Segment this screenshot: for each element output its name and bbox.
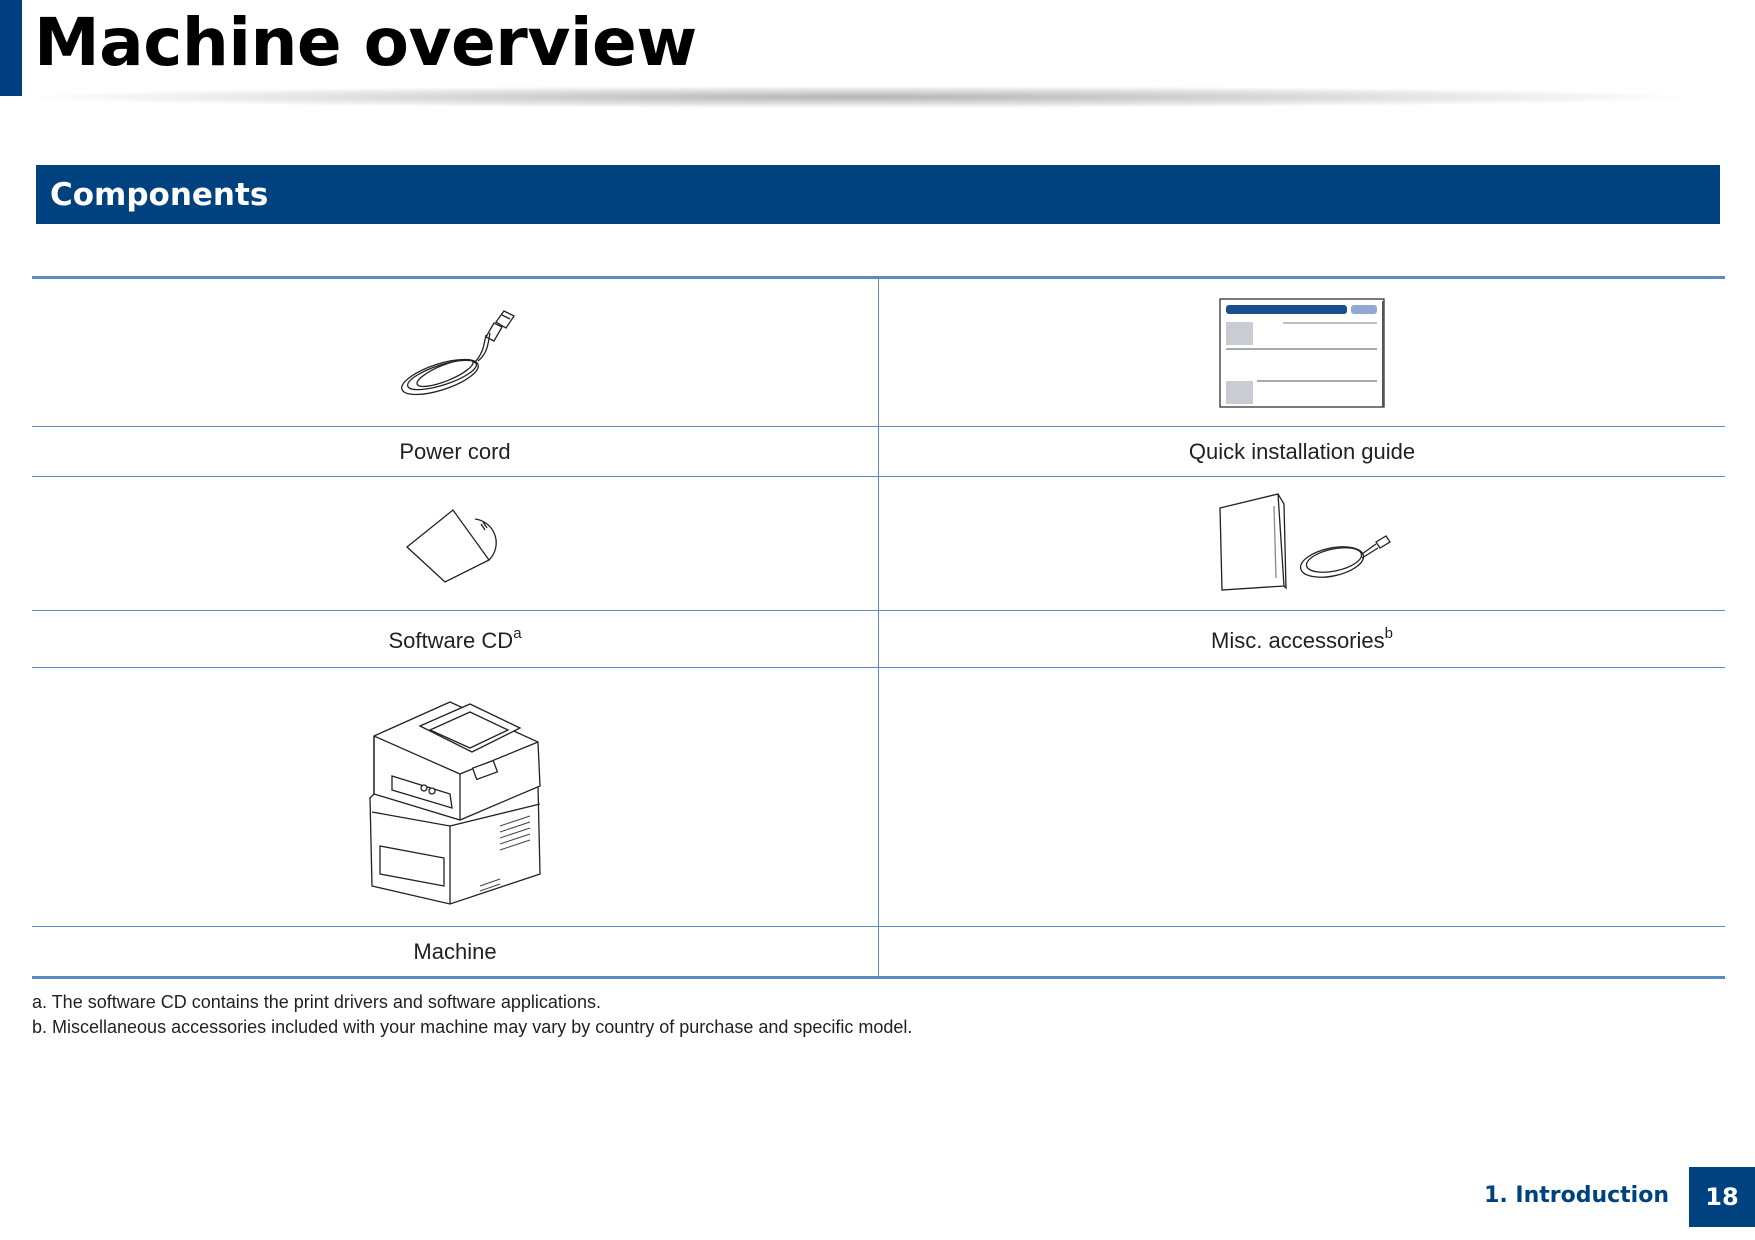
misc-accessories-cell bbox=[879, 477, 1726, 611]
guide-icon bbox=[1217, 297, 1387, 409]
components-table bbox=[32, 276, 1725, 979]
power-cord-cell bbox=[32, 278, 879, 427]
section-header bbox=[36, 165, 1720, 224]
page-title: Machine overview bbox=[34, 4, 697, 81]
page-number: 18 bbox=[1689, 1167, 1755, 1227]
component-label: Quick installation guide bbox=[879, 427, 1726, 477]
accessories-icon bbox=[1212, 492, 1392, 596]
component-label: Software $CD^a$ bbox=[32, 611, 879, 668]
footnotes bbox=[32, 990, 912, 1040]
guide-cell bbox=[879, 278, 1726, 427]
title-divider bbox=[34, 86, 1684, 108]
footnote-a: a. The software CD contains the print drivers and software applications. bbox=[32, 992, 601, 1012]
software-cd-cell bbox=[32, 477, 879, 611]
printer-icon bbox=[360, 686, 550, 908]
component-label: Misc. accessories$^b$ bbox=[879, 611, 1726, 668]
power-cord-icon bbox=[390, 303, 520, 403]
component-label: Power cord bbox=[32, 427, 879, 477]
chapter-label: 1. Introduction bbox=[1484, 1183, 1669, 1208]
title-accent-bar bbox=[0, 0, 22, 96]
empty-label-cell bbox=[879, 927, 1726, 978]
footnote-b: b. Miscellaneous accessories included with your machine may vary by country of purchase and specific model. bbox=[32, 1017, 913, 1037]
section-title: Components bbox=[50, 176, 269, 213]
machine-cell bbox=[32, 668, 879, 927]
cd-icon bbox=[405, 502, 505, 586]
empty-cell bbox=[879, 668, 1726, 927]
component-label: Machine bbox=[32, 927, 879, 978]
